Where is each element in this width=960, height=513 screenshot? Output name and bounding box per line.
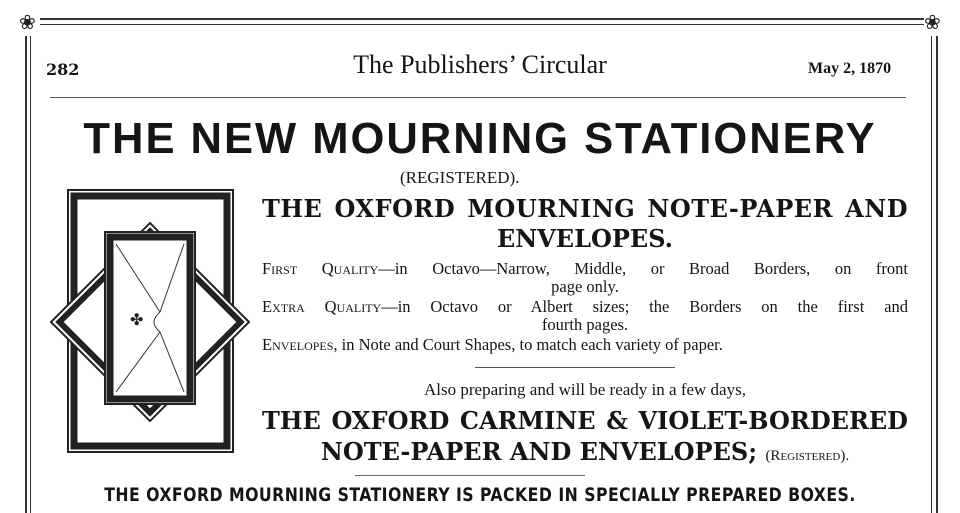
subtitle-line-1: THE OXFORD MOURNING NOTE-PAPER AND — [262, 194, 908, 223]
issue-date: May 2, 1870 — [808, 60, 892, 77]
item-first-quality — [262, 260, 908, 296]
second-title-line-2 — [262, 437, 908, 466]
registered-note: (REGISTERED). — [400, 168, 520, 187]
right-rule-outer — [931, 36, 932, 513]
item-envelopes — [262, 336, 908, 354]
header-rule — [50, 97, 906, 98]
top-rule-outer — [40, 18, 924, 20]
second-title-text: NOTE-PAPER AND ENVELOPES; — [320, 437, 758, 466]
main-title: THE NEW MOURNING STATIONERY — [83, 114, 877, 163]
item-text: , in Note and Court Shapes, to match each variety of paper. — [333, 335, 723, 354]
subtitle-line-2: ENVELOPES. — [496, 224, 674, 253]
footer-note: THE OXFORD MOURNING STATIONERY IS PACKED IN SPECIALLY PREPARED BOXES. — [104, 484, 856, 506]
stationery-illustration-icon — [48, 182, 253, 457]
footer-divider — [355, 475, 585, 476]
left-rule-inner — [30, 36, 31, 513]
page-number: 282 — [46, 60, 80, 79]
corner-ornament-left-icon: ❀ — [19, 10, 36, 34]
item-text-continued: page only. — [551, 277, 619, 296]
also-preparing-note: Also preparing and will be ready in a few days, — [424, 380, 746, 399]
second-registered-note: (Registered). — [765, 448, 850, 464]
svg-text:✤: ✤ — [130, 310, 144, 329]
item-label: Extra Quality — [262, 297, 382, 316]
item-label: First Quality — [262, 259, 379, 278]
section-divider — [475, 367, 675, 368]
item-extra-quality — [262, 298, 908, 334]
item-text-continued: fourth pages. — [541, 315, 629, 334]
left-rule-outer — [25, 36, 27, 513]
item-text: —in Octavo or Albert sizes; the Borders on the first and — [381, 297, 908, 316]
top-rule-inner — [40, 24, 924, 25]
second-title-line-1: THE OXFORD CARMINE & VIOLET-BORDERED — [262, 406, 908, 435]
publication-title: The Publishers’ Circular — [353, 50, 607, 79]
item-text: —in Octavo—Narrow, Middle, or Broad Borders, on front — [378, 259, 908, 278]
corner-ornament-right-icon: ❀ — [924, 10, 941, 34]
right-rule-inner — [936, 36, 938, 513]
item-label: Envelopes — [262, 335, 334, 354]
